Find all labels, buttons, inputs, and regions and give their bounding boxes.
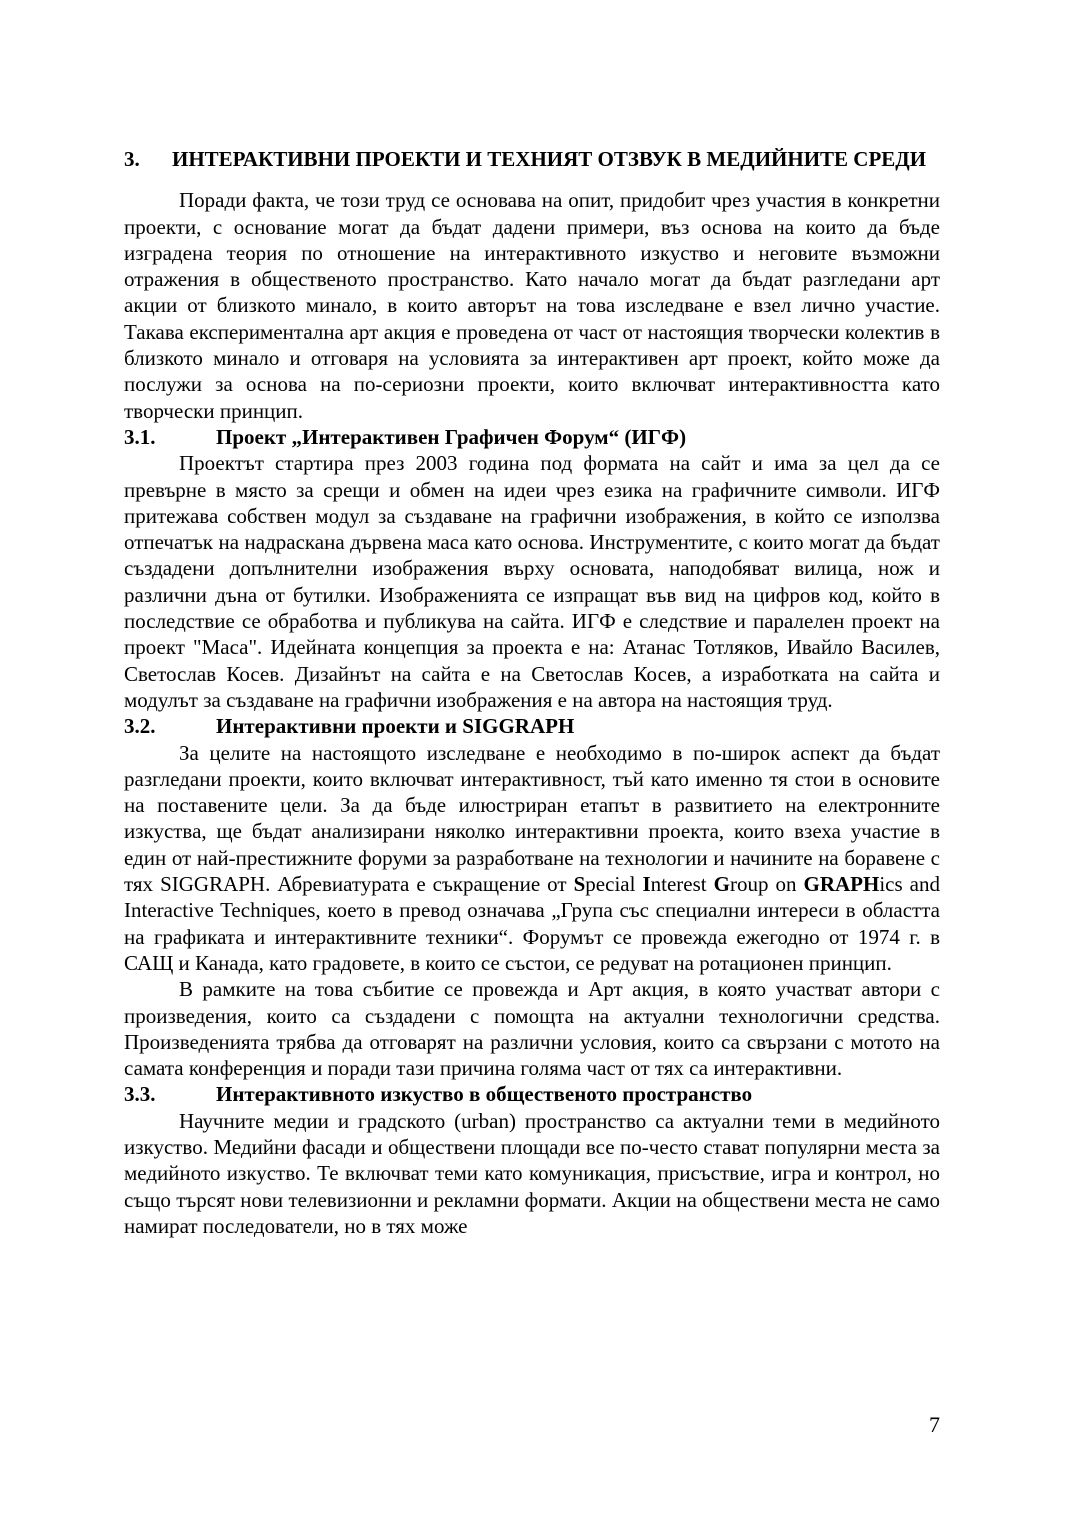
acronym-text: roup on — [729, 872, 797, 897]
acronym-letter: G — [713, 872, 730, 897]
page-number: 7 — [929, 1412, 940, 1437]
paragraph-text: , което в превод означава „Група със специални интереси в областта на графиката и интерактивните техники“. Форумът се провежда ежегодно от 1974 г. в САЩ и Канада, като градовете, в които се състои, се редуват на ротационен принцип. — [124, 898, 940, 975]
section-heading — [124, 146, 940, 172]
acronym-letter: S — [573, 872, 586, 897]
section-number: 3. — [124, 147, 140, 171]
paragraph-text: За целите на настоящото изследване е необходимо в по-широк аспект да бъдат разгледани проекти, които включват интерактивност, тъй като именно тя стои в основите на поставените цели. За да бъде илюстриран етапът в развитието на електронните изкуства, ще бъдат анализирани няколко интерактивни проекта, които взеха участие в един от най-престижните форуми за разработване на технологии и начините на боравене с тях SIGGRAPH. Абревиатурата е съкращение от — [124, 740, 940, 897]
acronym-text: ics and Interactive Techniques — [124, 872, 941, 923]
subsection-number: 3.2. — [124, 714, 156, 739]
section-title: ИНТЕРАКТИВНИ ПРОЕКТИ И ТЕХНИЯТ ОТЗВУК В МЕДИЙНИТЕ СРЕДИ — [172, 147, 927, 171]
subsection-number: 3.1. — [124, 424, 156, 449]
acronym-letter: I — [642, 872, 651, 897]
subsection-number: 3.3. — [124, 1082, 156, 1107]
acronym-text: pecial — [585, 872, 636, 897]
acronym-text: nterest — [650, 872, 707, 897]
subsection-title: Интерактивното изкуство в общественото пространство — [216, 1082, 753, 1107]
paragraph-3-2-a — [124, 740, 940, 977]
paragraph-3-2-b: В рамките на това събитие се провежда и Арт акция, в която участват автори с произведения, които са създадени с помощта на актуални технологични средства. Произведенията трябва да отговарят на различни условия, които са свързани с мотото на самата конференция и поради тази причина голяма част от тях са интерактивни. — [124, 977, 940, 1081]
subsection-heading-3-3 — [124, 1081, 940, 1107]
paragraph-3-1: Проектът стартира през 2003 година под формата на сайт и има за цел да се превърне в място за срещи и обмен на идеи чрез езика на графичните символи. ИГФ притежава собствен модул за създаване на графични изображения, в който се използва отпечатък на надраскана дървена маса като основа. Инструментите, с които могат да бъдат създадени допълнителни изображения върху основата, наподобяват вилица, нож и различни дъна от бутилки. Изображенията се изпращат във вид на цифров код, който в последствие се обработва и публикува на сайта. ИГФ е следствие и паралелен проект на проект "Маса". Идейната концепция за проекта е на: Атанас Тотляков, Ивайло Василев, Светослав Косев. Дизайнът на сайта е на Светослав Косев, а изработката на сайта и модулът за създаване на графични изображения е на автора на настоящия труд. — [124, 451, 940, 712]
page-content — [124, 146, 940, 1239]
subsection-title: Интерактивни проекти и SIGGRAPH — [216, 714, 575, 739]
intro-paragraph: Поради факта, че този труд се основава на опит, придобит чрез участия в конкретни проекти, с основание могат да бъдат дадени примери, въз основа на които да бъде изградена теория по отношение на интерактивното изкуство и неговите възможни отражения в общественото пространство. Като начало могат да бъдат разгледани арт акции от близкото минало, в които авторът на това изследване е взел лично участие. Такава експериментална арт акция е проведена от част от настоящия творчески колектив в близкото минало и отговаря на условията за интерактивен арт проект, който може да послужи за основа на по-сериозни проекти, които включват интерактивността като творчески принцип. — [124, 188, 940, 423]
subsection-heading-3-2 — [124, 713, 940, 739]
acronym-letter: GRAPH — [803, 872, 880, 897]
subsection-heading-3-1 — [124, 424, 940, 450]
paragraph-3-3: Научните медии и градското (urban) пространство са актуални теми в медийното изкуство. Медийни фасади и обществени площади все по-често стават популярни места за медийното изкуство. Те включват теми като комуникация, присъствие, игра и контрол, но също търсят нови телевизионни и рекламни формати. Акции на обществени места не само намират последователи, но в тях може — [124, 1108, 940, 1238]
subsection-title: Проект „Интерактивен Графичен Форум“ (ИГФ) — [216, 424, 687, 449]
